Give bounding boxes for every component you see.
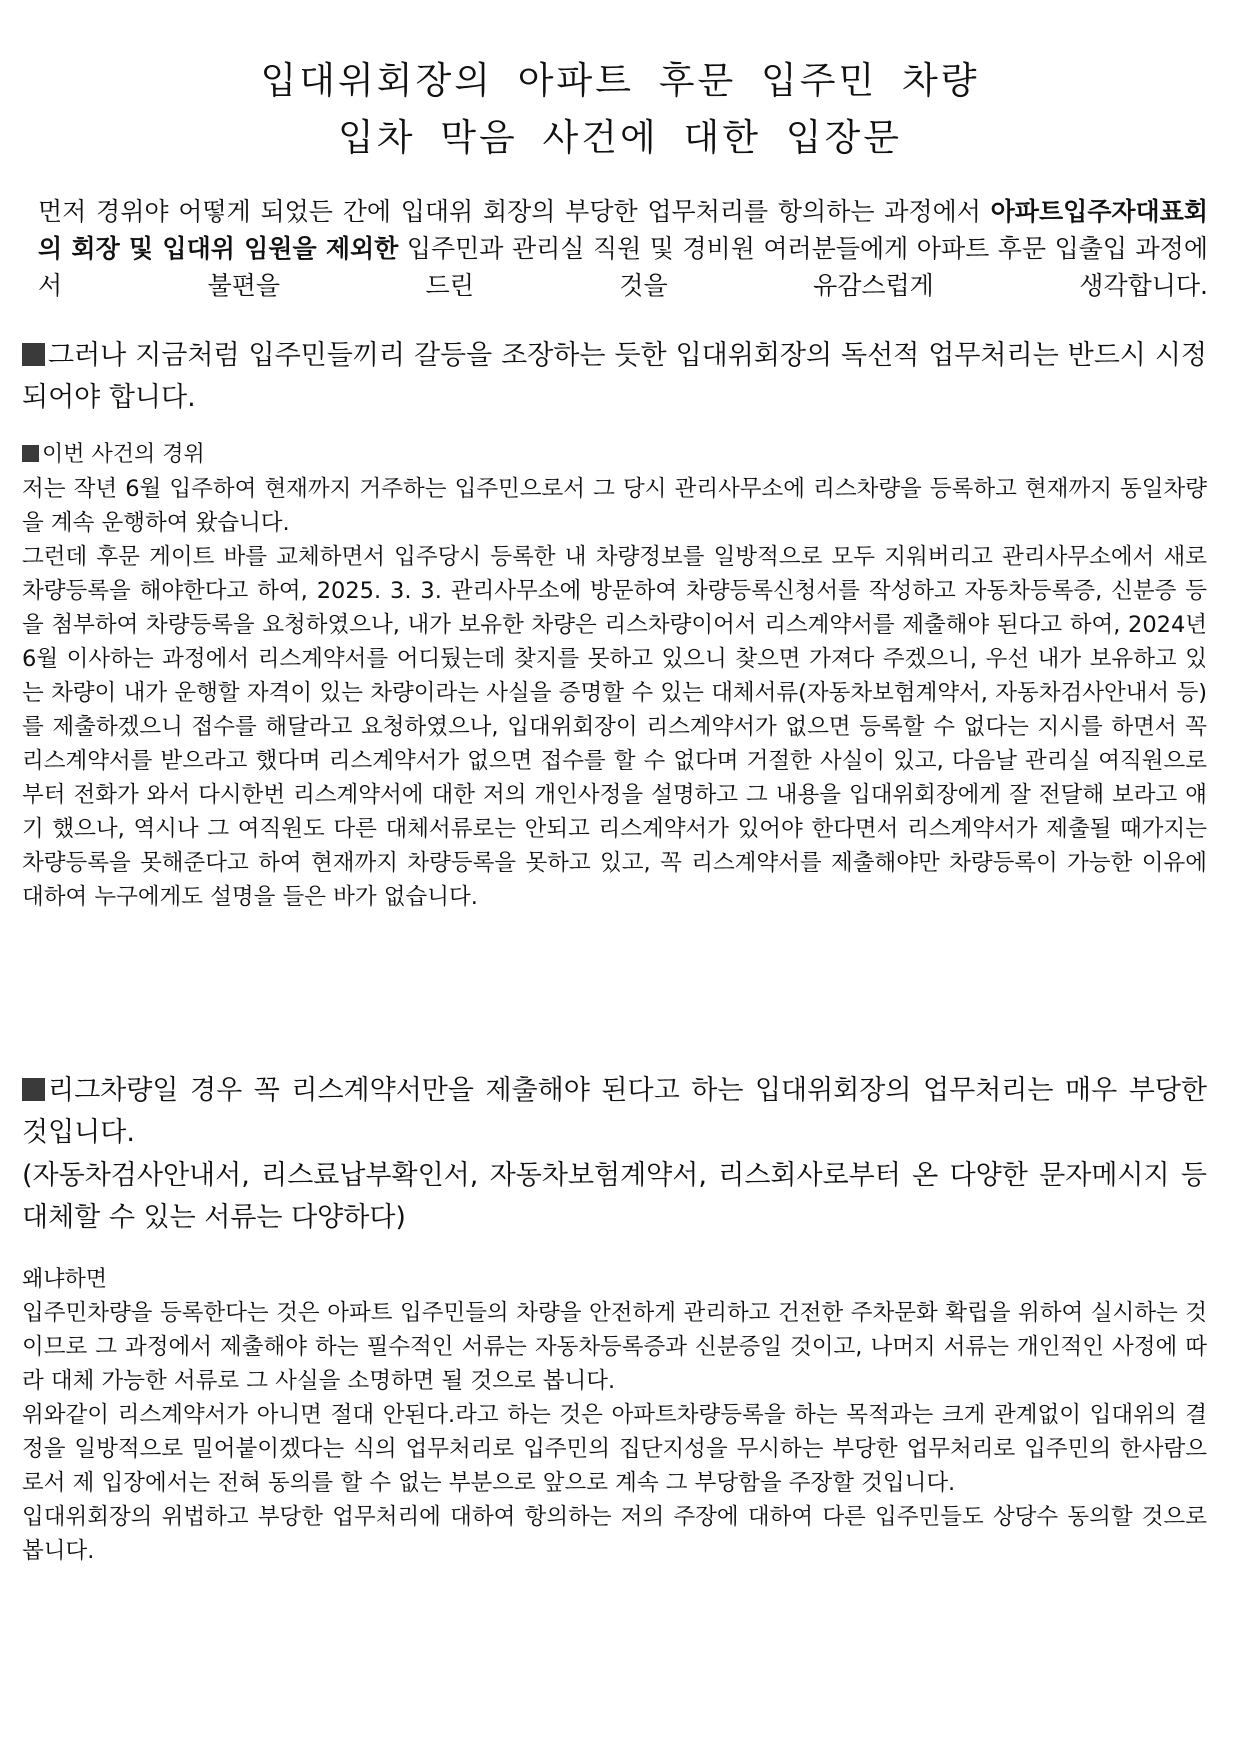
section1-body bbox=[22, 472, 1207, 914]
section1-subheading-text: 이번 사건의 경위 bbox=[42, 442, 205, 467]
intro-paragraph bbox=[38, 193, 1208, 304]
section2-heading-text: 리그차량일 경우 꼭 리스계약서만을 제출해야 된다고 하는 입대위회장의 업무처리는 매우 부당한 것입니다. bbox=[22, 1075, 1207, 1148]
section1-paragraph: 저는 작년 6월 입주하여 현재까지 거주하는 입주민으로서 그 당시 관리사무소에 리스차량을 등록하고 현재까지 동일차량을 계속 운행하여 왔습니다. bbox=[22, 476, 1207, 536]
section2-paragraph: 입주민차량을 등록한다는 것은 아파트 입주민들의 차량을 안전하게 관리하고 건전한 주차문화 확립을 위하여 실시하는 것이므로 그 과정에서 제출해야 하는 필수적인 서류는 자동차등록증과 신분증일 것이고, 나머지 서류는 개인적인 사정에 따라 대체 가능한 서류로 그 사실을 소명하면 될 것으로 봅니다. bbox=[22, 1300, 1207, 1394]
section2-note: (자동차검사안내서, 리스료납부확인서, 자동차보험계약서, 리스회사로부터 온 다양한 문자메시지 등 대체할 수 있는 서류는 다양하다) bbox=[22, 1160, 1207, 1233]
intro-text-bold: 아파트입주자대표회의 회장 및 입대위 임원을 제외한 bbox=[38, 197, 1208, 263]
section2-paragraph: 위와같이 리스계약서가 아니면 절대 안된다.라고 하는 것은 아파트차량등록을 하는 목적과는 크게 관계없이 입대위의 결정을 일방적으로 밀어붙이겠다는 식의 업무처리로 입주민의 집단지성을 무시하는 부당한 업무처리로 입주민의 한사람으로서 제 입장에서는 전혀 동의를 할 수 없는 부분으로 앞으로 계속 그 부당함을 주장할 것입니다. bbox=[22, 1402, 1207, 1496]
square-bullet-icon bbox=[22, 343, 45, 366]
section2-body bbox=[22, 1296, 1207, 1568]
section2-paragraph: 입대위회장의 위법하고 부당한 업무처리에 대하여 항의하는 저의 주장에 대하여 다른 입주민들도 상당수 동의할 것으로 봅니다. bbox=[22, 1504, 1207, 1564]
section1-heading-text: 그러나 지금처럼 입주민들끼리 갈등을 조장하는 듯한 입대위회장의 독선적 업무처리는 반드시 시정되어야 합니다. bbox=[22, 340, 1207, 413]
title-line-2: 입차 막음 사건에 대한 입장문 bbox=[338, 116, 902, 159]
section1-subheading bbox=[22, 440, 1207, 470]
intro-text-2: 입주민과 관리실 직원 및 경비원 여러분들에게 아파트 후문 입출입 과정에서 불편을 드린 것을 유감스럽게 생각합니다. bbox=[38, 234, 1208, 300]
section1-paragraph: 그런데 후문 게이트 바를 교체하면서 입주당시 등록한 내 차량정보를 일방적으로 모두 지워버리고 관리사무소에서 새로 차량등록을 해야한다고 하여, 2025. 3. 3. 관리사무소에 방문하여 차량등록신청서를 작성하고 자동차등록증, 신분증 등을 첨부하여 차량등록을 요청하였으나, 내가 보유한 차량은 리스차량이어서 리스계약서를 제출해야 된다고 하여, 2024년 6월 이사하는 과정에서 리스계약서를 어디뒀는데 찾지를 못하고 있으니 찾으면 가져다 주겠으니, 우선 내가 보유하고 있는 차량이 내가 운행할 자격이 있는 차량이라는 사실을 증명할 수 있는 대체서류(자동차보험계약서, 자동차검사안내서 등)를 제출하겠으니 접수를 해달라고 요청하였으나, 입대위회장이 리스계약서가 없으면 등록할 수 없다는 지시를 하면서 꼭 리스계약서를 받으라고 했다며 리스계약서가 없으면 접수를 할 수 없다며 거절한 사실이 있고, 다음날 관리실 여직원으로부터 전화가 와서 다시한번 리스계약서에 대한 저의 개인사정을 설명하고 그 내용을 입대위회장에게 잘 전달해 보라고 얘기 했으나, 역시나 그 여직원도 다른 대체서류로는 안되고 리스계약서가 있어야 한다면서 리스계약서가 제출될 때가지는 차량등록을 못해준다고 하여 현재까지 차량등록을 못하고 있고, 꼭 리스계약서를 제출해야만 차량등록이 가능한 이유에 대하여 누구에게도 설명을 들은 바가 없습니다. bbox=[22, 544, 1207, 910]
title-line-1: 입대위회장의 아파트 후문 입주민 차량 bbox=[260, 59, 980, 102]
section1-heading bbox=[22, 335, 1207, 419]
section2-subheading: 왜냐하면 bbox=[22, 1267, 108, 1292]
intro-text-1: 먼저 경위야 어떻게 되었든 간에 입대위 회장의 부당한 업무처리를 항의하는 과정에서 bbox=[38, 197, 991, 226]
square-bullet-icon bbox=[22, 1078, 45, 1101]
section2-heading bbox=[22, 1070, 1207, 1154]
square-bullet-icon bbox=[22, 445, 39, 462]
